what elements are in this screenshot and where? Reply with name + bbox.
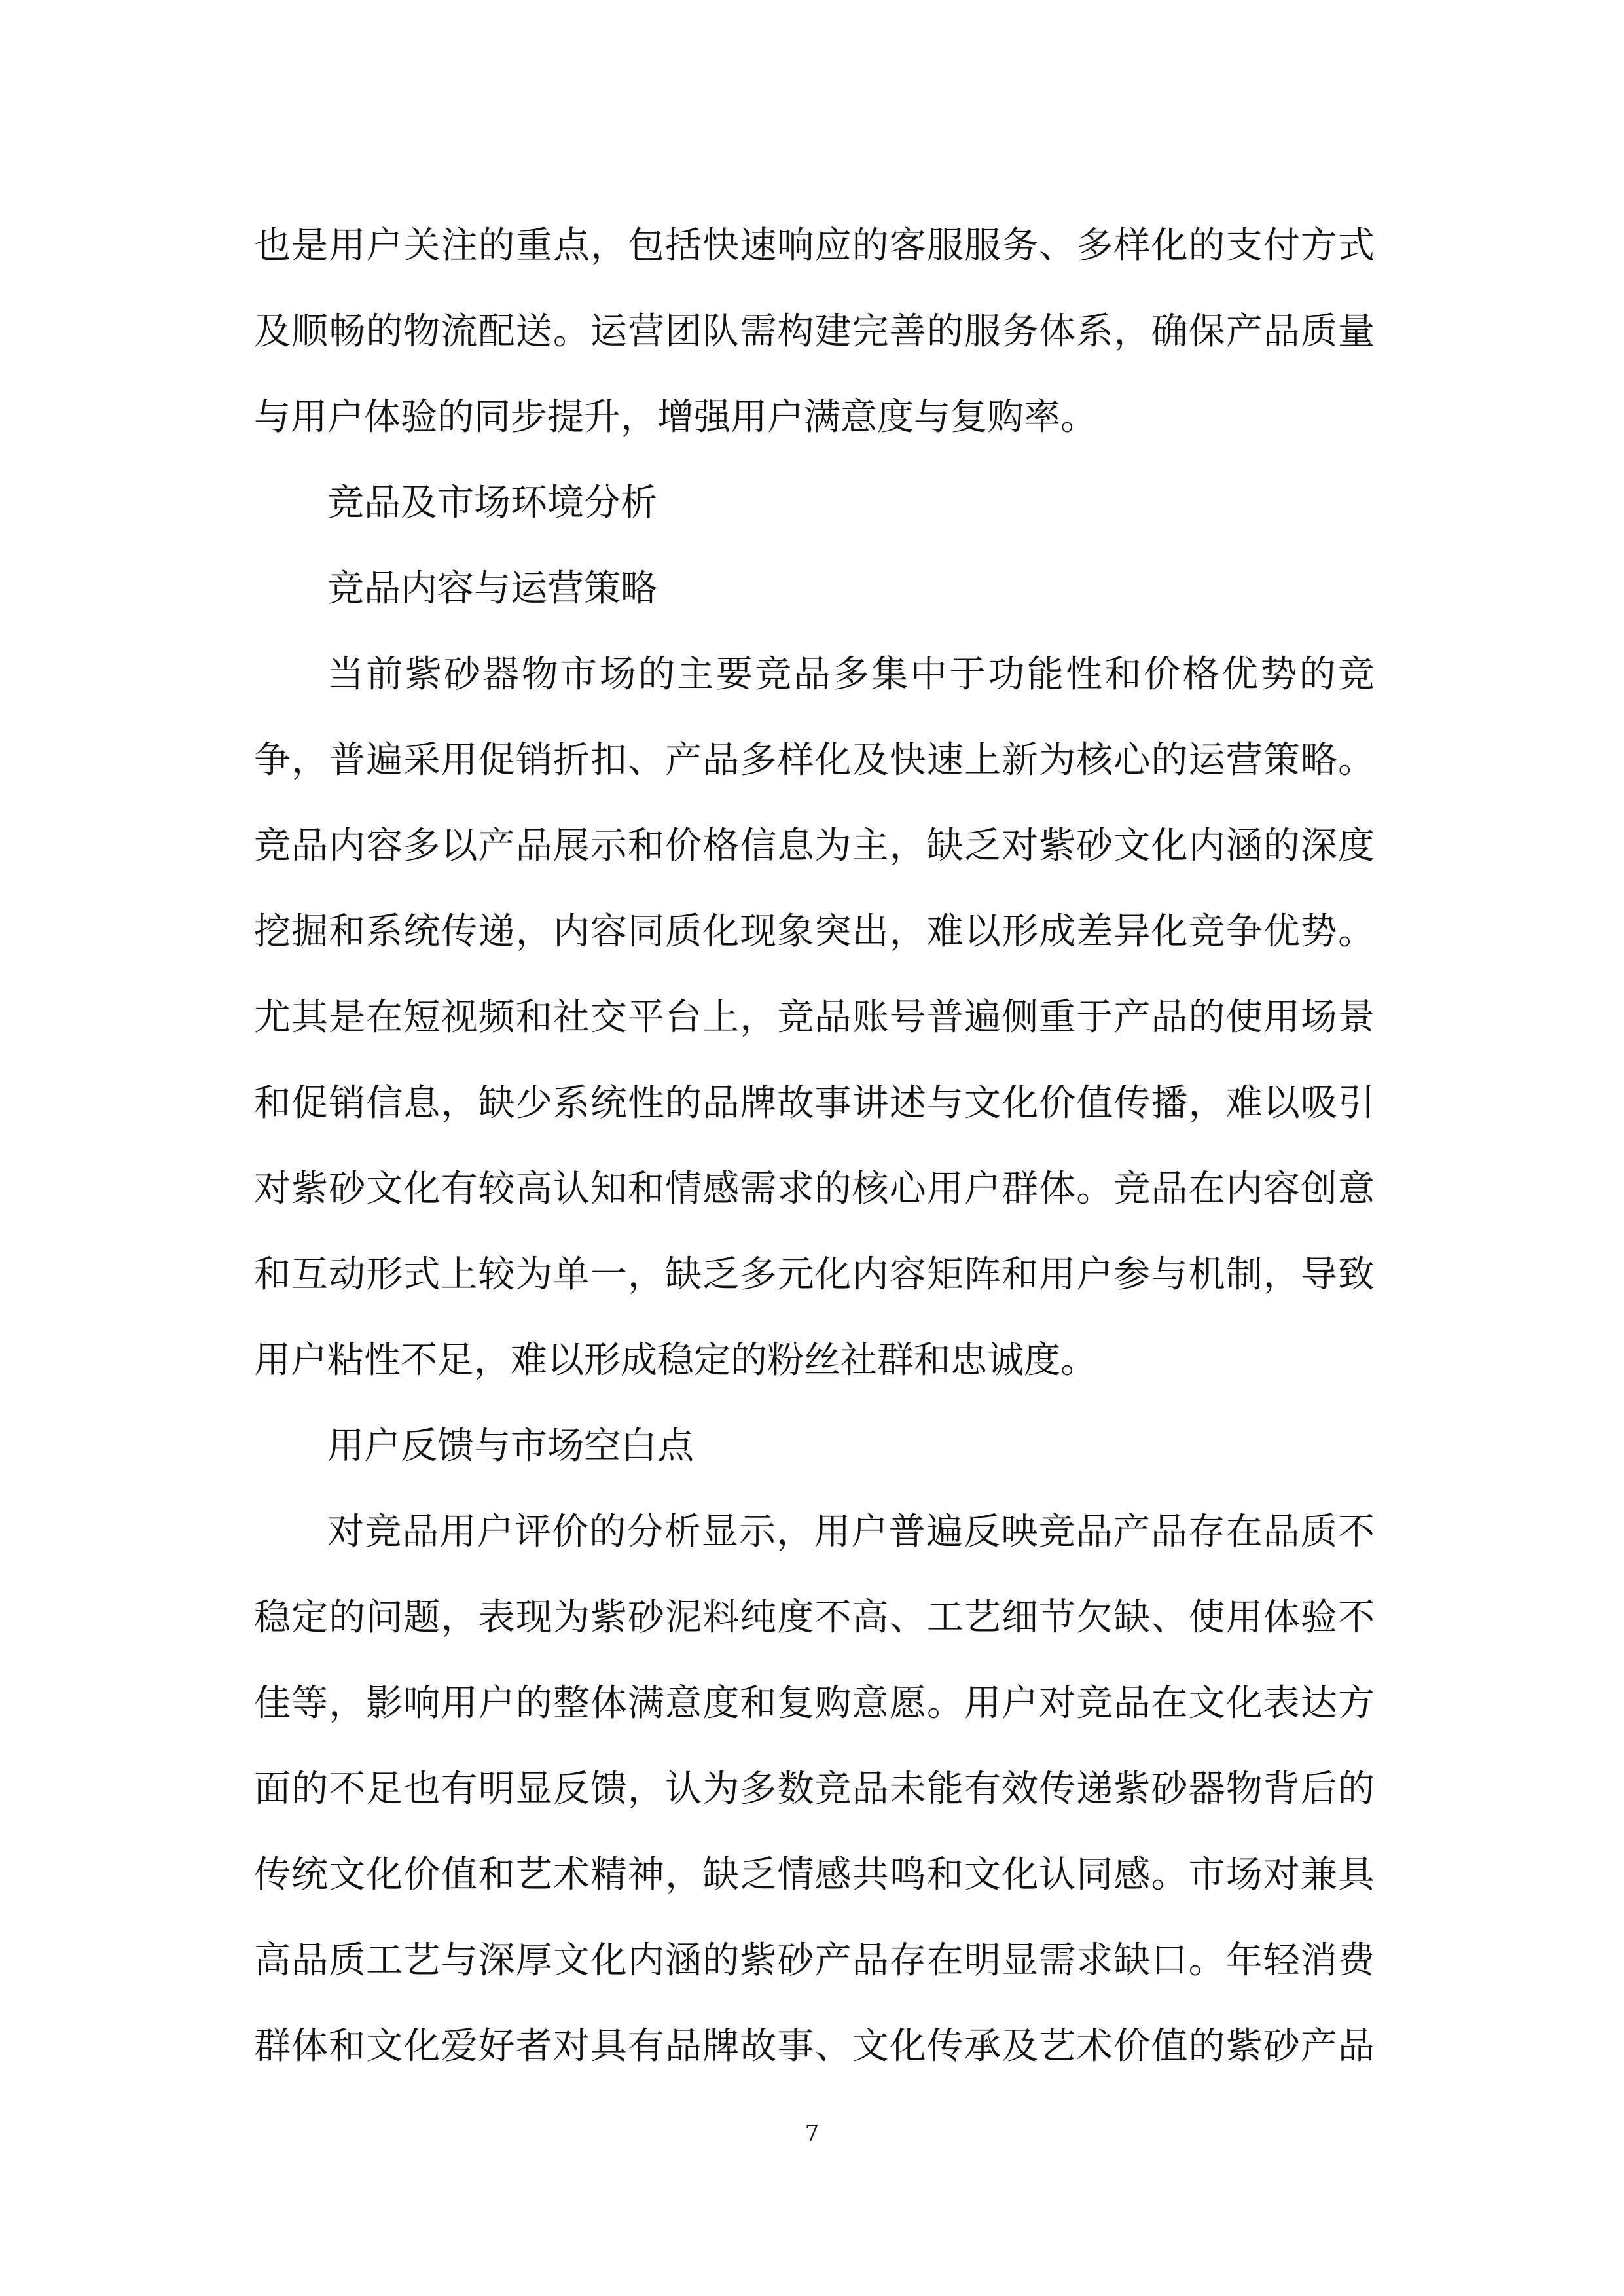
body-line: 稳定的问题，表现为紫砂泥料纯度不高、工艺细节欠缺、使用体验不	[254, 1596, 1375, 1639]
body-line: 用户粘性不足，难以形成稳定的粉丝社群和忠诚度。	[254, 1339, 1097, 1382]
paragraph-first-line: 对竞品用户评价的分析显示，用户普遍反映竞品产品存在品质不	[327, 1511, 1375, 1553]
body-line: 也是用户关注的重点，包括快速响应的客服服务、多样化的支付方式	[254, 224, 1375, 267]
body-line: 面的不足也有明显反馈，认为多数竞品未能有效传递紫砂器物背后的	[254, 1768, 1375, 1810]
body-line: 群体和文化爱好者对具有品牌故事、文化传承及艺术价值的紫砂产品	[254, 2025, 1375, 2068]
body-line: 尤其是在短视频和社交平台上，竞品账号普遍侧重于产品的使用场景	[254, 996, 1375, 1039]
body-line: 争，普遍采用促销折扣、产品多样化及快速上新为核心的运营策略。	[254, 739, 1375, 781]
body-line: 与用户体验的同步提升，增强用户满意度与复购率。	[254, 396, 1097, 439]
subsection-heading: 用户反馈与市场空白点	[327, 1425, 694, 1467]
document-body	[254, 203, 1375, 2089]
page-number: 7	[804, 2121, 820, 2147]
body-line: 对紫砂文化有较高认知和情感需求的核心用户群体。竞品在内容创意	[254, 1168, 1375, 1210]
body-line: 及顺畅的物流配送。运营团队需构建完善的服务体系，确保产品质量	[254, 310, 1375, 353]
section-heading: 竞品及市场环境分析	[327, 482, 657, 524]
body-line: 和互动形式上较为单一，缺乏多元化内容矩阵和用户参与机制，导致	[254, 1253, 1375, 1296]
body-line: 挖掘和系统传递，内容同质化现象突出，难以形成差异化竞争优势。	[254, 910, 1375, 953]
subsection-heading: 竞品内容与运营策略	[327, 567, 657, 610]
body-line: 传统文化价值和艺术精神，缺乏情感共鸣和文化认同感。市场对兼具	[254, 1854, 1375, 1896]
body-line: 和促销信息，缺少系统性的品牌故事讲述与文化价值传播，难以吸引	[254, 1082, 1375, 1124]
body-line: 高品质工艺与深厚文化内涵的紫砂产品存在明显需求缺口。年轻消费	[254, 1939, 1375, 1982]
paragraph-first-line: 当前紫砂器物市场的主要竞品多集中于功能性和价格优势的竞	[327, 653, 1375, 696]
body-line: 佳等，影响用户的整体满意度和复购意愿。用户对竞品在文化表达方	[254, 1682, 1375, 1725]
body-line: 竞品内容多以产品展示和价格信息为主，缺乏对紫砂文化内涵的深度	[254, 825, 1375, 867]
